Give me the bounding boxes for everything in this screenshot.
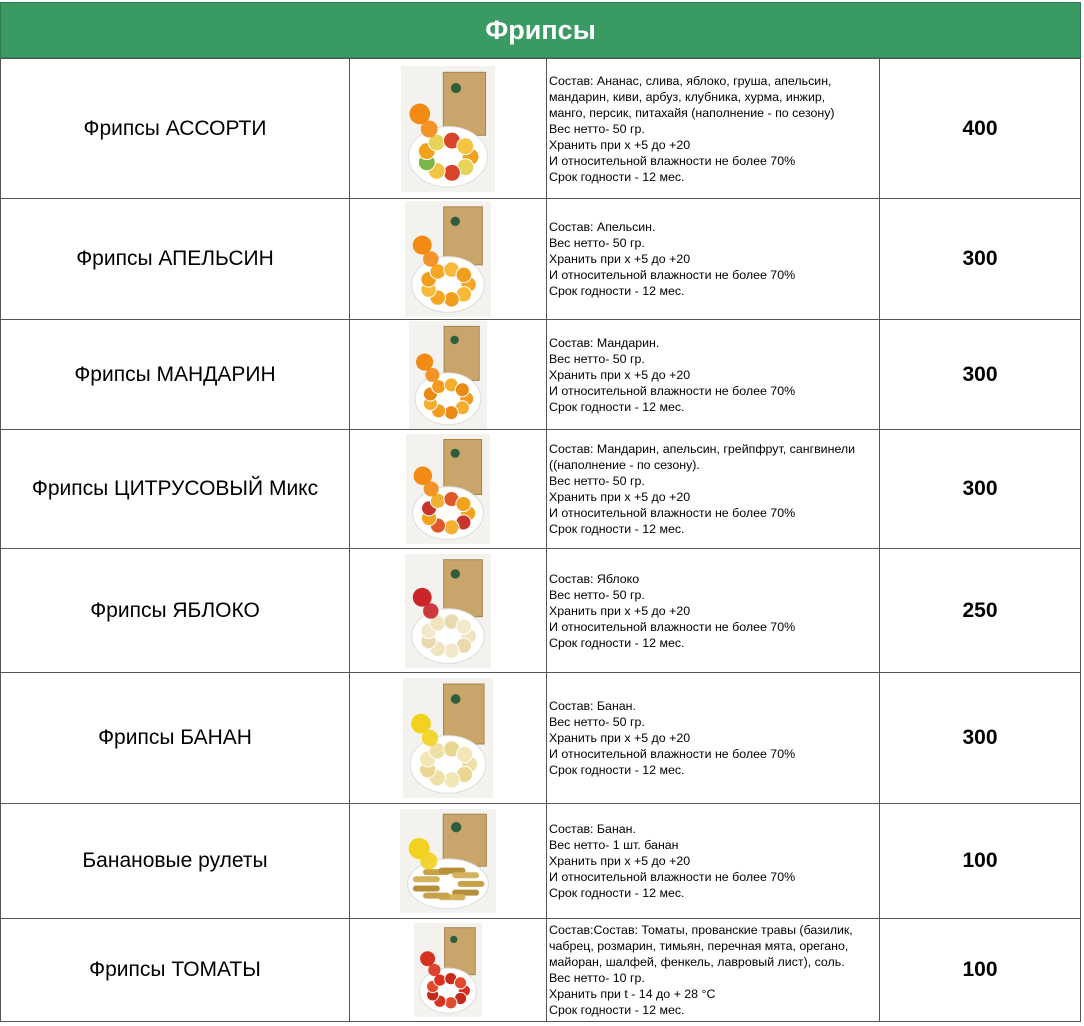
description-line: И относительной влажности не более 70% [549, 383, 796, 398]
product-price: 250 [880, 549, 1081, 673]
product-name: Фрипсы АССОРТИ [1, 59, 350, 199]
table-row [1, 430, 1081, 549]
description-line: Срок годности - 12 мес. [549, 522, 685, 536]
product-description [547, 804, 880, 919]
description-line: И относительной влажности не более 70% [549, 870, 796, 884]
product-name: Фрипсы МАНДАРИН [1, 320, 350, 430]
description-line: Вес нетто- 50 гр. [549, 351, 645, 366]
product-description [547, 199, 880, 320]
description-line: Хранить при х +5 до +20 [549, 854, 691, 868]
table-row [1, 320, 1081, 430]
description-line: Хранить при х +5 до +20 [549, 252, 691, 266]
banana-rolls-photo [400, 809, 496, 913]
description-line: И относительной влажности не более 70% [549, 268, 796, 282]
description-line: ((наполнение - по сезону). [549, 458, 700, 472]
product-image-cell [350, 549, 547, 673]
description-line: чабрец, розмарин, тимьян, перечная мята, орегано, [549, 939, 849, 953]
product-description [547, 430, 880, 549]
description-line: Срок годности - 12 мес. [549, 284, 685, 298]
description-line: Хранить при t - 14 до + 28 °С [549, 987, 716, 1001]
description-line: Состав: Мандарин. [549, 335, 660, 350]
products-table [0, 58, 1081, 1022]
product-name: Фрипсы АПЕЛЬСИН [1, 199, 350, 320]
description-line: Срок годности - 12 мес. [549, 1003, 685, 1017]
description-line: Вес нетто- 1 шт. банан [549, 838, 679, 852]
description-line: Срок годности - 12 мес. [549, 635, 685, 650]
description-line: И относительной влажности не более 70% [549, 153, 796, 168]
description-line: Вес нетто- 10 гр. [549, 971, 645, 985]
description-line: Состав:Состав: Томаты, прованские травы (базилик, [549, 923, 853, 937]
product-name: Фрипсы БАНАН [1, 673, 350, 804]
description-line: Вес нетто- 50 гр. [549, 121, 645, 136]
description-line: майоран, шалфей, фенкель, лавровый лист), соль. [549, 955, 845, 969]
product-price: 300 [880, 199, 1081, 320]
product-name: Банановые рулеты [1, 804, 350, 919]
description-line: Состав: Ананас, слива, яблоко, груша, апельсин, [549, 73, 832, 88]
description-line: Состав: Банан. [549, 699, 636, 713]
table-row [1, 549, 1081, 673]
product-description [547, 549, 880, 673]
product-price: 100 [880, 919, 1081, 1022]
product-description [547, 673, 880, 804]
description-line: Вес нетто- 50 гр. [549, 474, 645, 488]
product-image-cell [350, 804, 547, 919]
description-line: Состав: Апельсин. [549, 220, 656, 234]
product-price: 300 [880, 673, 1081, 804]
product-image-cell [350, 919, 547, 1022]
description-line: Срок годности - 12 мес. [549, 763, 685, 777]
product-image-cell [350, 59, 547, 199]
banana-chips-photo [403, 678, 493, 798]
product-name: Фрипсы ЦИТРУСОВЫЙ Микс [1, 430, 350, 549]
product-name: Фрипсы ЯБЛОКО [1, 549, 350, 673]
description-line: Срок годности - 12 мес. [549, 399, 685, 414]
description-line: Состав: Банан. [549, 822, 636, 836]
product-name: Фрипсы ТОМАТЫ [1, 919, 350, 1022]
description-line: Хранить при х +5 до +20 [549, 137, 691, 152]
description-line: мандарин, киви, арбуз, клубника, хурма, инжир, [549, 89, 826, 104]
table-row [1, 59, 1081, 199]
description-line: манго, персик, питахайя (наполнение - по сезону) [549, 105, 835, 120]
description-line: Хранить при х +5 до +20 [549, 367, 691, 382]
product-image-cell [350, 430, 547, 549]
product-image-cell [350, 673, 547, 804]
description-line: Срок годности - 12 мес. [549, 886, 685, 900]
product-price: 300 [880, 320, 1081, 430]
description-line: Хранить при х +5 до +20 [549, 603, 691, 618]
description-line: И относительной влажности не более 70% [549, 506, 796, 520]
description-line: Состав: Яблоко [549, 571, 640, 586]
price-sheet [0, 2, 1081, 1022]
orange-chips-photo [405, 201, 491, 317]
product-image-cell [350, 320, 547, 430]
apple-chips-photo [405, 554, 491, 668]
product-description [547, 59, 880, 199]
description-line: Срок годности - 12 мес. [549, 169, 685, 184]
description-line: Хранить при х +5 до +20 [549, 490, 691, 504]
product-description [547, 919, 880, 1022]
description-line: Вес нетто- 50 гр. [549, 715, 645, 729]
description-line: Вес нетто- 50 гр. [549, 587, 645, 602]
product-price: 400 [880, 59, 1081, 199]
description-line: Вес нетто- 50 гр. [549, 236, 645, 250]
product-price: 100 [880, 804, 1081, 919]
product-price: 300 [880, 430, 1081, 549]
table-row [1, 673, 1081, 804]
sheet-title: Фрипсы [0, 2, 1081, 58]
table-row [1, 919, 1081, 1022]
description-line: Хранить при х +5 до +20 [549, 731, 691, 745]
description-line: И относительной влажности не более 70% [549, 619, 796, 634]
tomato-chips-photo [414, 923, 482, 1017]
citrus-mix-chips-photo [406, 434, 490, 544]
product-image-cell [350, 199, 547, 320]
description-line: Состав: Мандарин, апельсин, грейпфрут, сангвинели [549, 442, 856, 456]
product-description [547, 320, 880, 430]
table-row [1, 199, 1081, 320]
assorted-fruit-chips-photo [401, 66, 495, 192]
description-line: И относительной влажности не более 70% [549, 747, 796, 761]
table-row [1, 804, 1081, 919]
mandarin-chips-photo [409, 321, 487, 429]
